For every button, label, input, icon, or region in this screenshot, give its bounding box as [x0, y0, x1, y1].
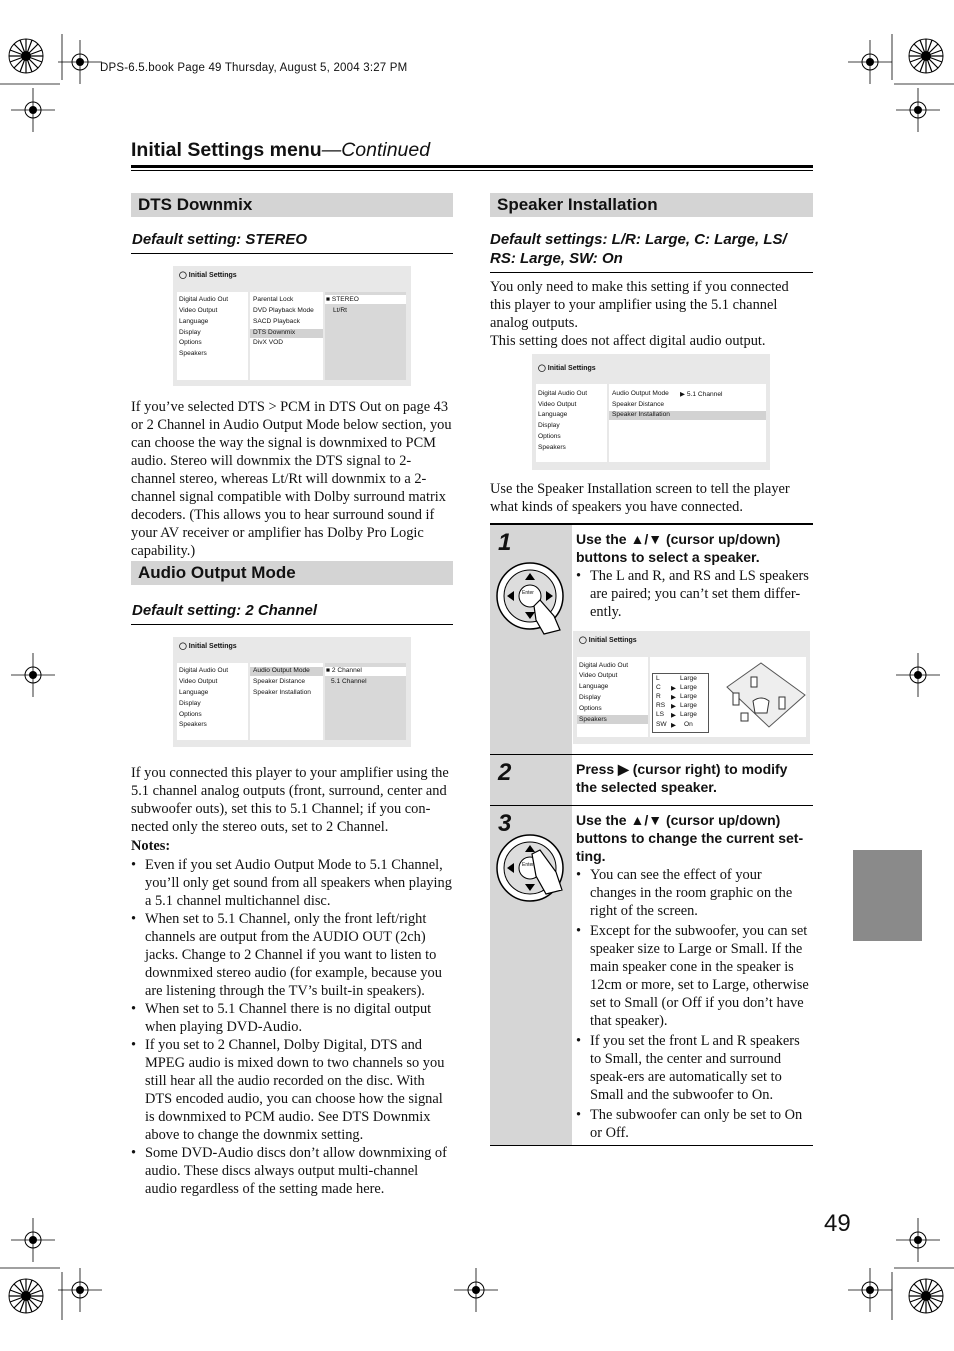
title-rule	[131, 165, 813, 168]
speaker-after-text: Use the Speaker Installation screen to tell the player what kinds of speakers you have connected.	[490, 481, 790, 515]
menu-item: Language	[538, 411, 568, 418]
disc-icon: ◯	[579, 637, 587, 644]
speaker-size: On	[684, 721, 693, 728]
page-number: 49	[824, 1210, 851, 1237]
speaker-size: Large	[680, 693, 697, 700]
step-bullet: • The L and R, and RS and LS speakers are paired; you can’t set them differ-ently.	[576, 567, 810, 621]
screen-title: ◯ Initial Settings	[538, 365, 596, 372]
note-item: • Some DVD-Audio discs don’t allow downmixing of audio. These discs always output multi-channel audio regardless of the setting made here.	[131, 1144, 453, 1198]
menu-item: Language	[579, 683, 609, 690]
room-graphic-icon	[723, 657, 807, 737]
speaker-intro: You only need to make this setting if you connected this player to your amplifier using the 5.1 channel analog outputs.	[490, 279, 789, 331]
screen-title: ◯ Initial Settings	[179, 272, 237, 279]
menu-item: Digital Audio Out	[179, 296, 229, 303]
menu-item: Digital Audio Out	[538, 390, 588, 397]
notes-label: Notes:	[131, 838, 171, 854]
arrow-right-icon: ▶	[671, 703, 677, 710]
menu-item: Speaker Distance	[253, 678, 306, 685]
remote-enter-label: Enter	[522, 590, 534, 596]
remote-enter-label: Enter	[522, 862, 534, 868]
speaker-size: Large	[680, 711, 697, 718]
menu-item: Audio Output Mode	[612, 390, 669, 397]
step-number: 2	[498, 759, 512, 786]
section-heading-dts-downmix: DTS Downmix	[131, 193, 453, 217]
menu-item: Language	[179, 318, 209, 325]
menu-item: Options	[538, 433, 561, 440]
menu-item: Speakers	[538, 444, 566, 451]
step-number: 3	[498, 810, 512, 837]
speaker-size: Large	[680, 675, 697, 682]
dts-downmix-body: If you’ve selected DTS > PCM in DTS Out on page 43 or 2 Channel in Audio Output Mode below section, you can choose the way the signal is downmixed to PCM audio. Stereo will downmix the DTS signal to 2-channel stereo, whereas Lt/Rt will downmix to a 2-channel signal compatible with Dolby surround matrix decoders. (This allows you to hear surround sound if your AV receiver or amplifier has Dolby Pro Logic capability.)	[131, 399, 452, 559]
remote-cursor-pad-icon	[494, 832, 570, 908]
book-header: DPS-6.5.book Page 49 Thursday, August 5, 2004 3:27 PM	[100, 62, 408, 74]
menu-item: Video Output	[179, 678, 218, 685]
menu-item: Display	[579, 694, 601, 701]
divider	[131, 624, 453, 625]
step-bullet: • The subwoofer can only be set to On or Off.	[576, 1106, 810, 1142]
speaker-channel: L	[656, 675, 660, 682]
step-3-bullets	[576, 866, 810, 1142]
menu-item: SACD Playback	[253, 318, 300, 325]
menu-item: DivX VOD	[253, 339, 284, 346]
note-item: • If you set to 2 Channel, Dolby Digital, DTS and MPEG audio is mixed down to two channels so you still hear all the audio recorded on the disc. With DTS encoded audio, you can choose how the signal is downmixed to PCM audio. See DTS Downmix above to change the downmix setting.	[131, 1036, 453, 1144]
step-1-bullets	[576, 567, 810, 621]
speaker-installation-screen	[532, 354, 770, 470]
default-setting-dts: Default setting: STEREO	[132, 231, 308, 248]
menu-option: ■ STEREO	[326, 296, 359, 303]
speaker-size: Large	[680, 684, 697, 691]
speaker-size: Large	[680, 702, 697, 709]
menu-item: Speaker Installation	[253, 689, 311, 696]
menu-item: Display	[179, 700, 201, 707]
audio-output-mode-body: If you connected this player to your amplifier using the 5.1 channel analog outputs (front, surround, center and subwoofer outs), set this to 5.1 Channel; if you con-nected only the stereo outs, set to 2 Channel.	[131, 765, 449, 835]
menu-item: Video Output	[179, 307, 218, 314]
screen-title: ◯ Initial Settings	[179, 643, 237, 650]
menu-item: Display	[538, 422, 560, 429]
menu-item: Video Output	[538, 401, 577, 408]
speaker-channel: RS	[656, 702, 666, 709]
page-title: Initial Settings menu—Continued	[131, 139, 431, 161]
step-number: 1	[498, 529, 512, 556]
arrow-right-icon: ▶	[671, 685, 677, 692]
speaker-intro-note: This setting does not affect digital audio output.	[490, 333, 766, 349]
menu-option: ▶ 5.1 Channel	[680, 391, 723, 398]
speaker-channel: SW	[656, 721, 667, 728]
disc-icon: ◯	[179, 643, 187, 650]
menu-item: Speakers	[579, 716, 607, 723]
menu-item: Options	[179, 711, 202, 718]
menu-item: Parental Lock	[253, 296, 294, 303]
arrow-right-icon: ▶	[671, 694, 677, 701]
menu-item: Options	[579, 705, 602, 712]
step-2-title: Press ▶ (cursor right) to modify the selected speaker.	[576, 761, 788, 795]
menu-item: DTS Downmix	[253, 329, 296, 336]
speaker-list	[652, 673, 709, 733]
notes-list	[131, 856, 453, 1198]
speaker-channel: LS	[656, 711, 665, 718]
speaker-channel: C	[656, 684, 661, 691]
menu-item: Video Output	[579, 672, 618, 679]
remote-cursor-pad-icon	[494, 560, 570, 636]
arrow-right-icon: ▶	[671, 712, 677, 719]
menu-item: DVD Playback Mode	[253, 307, 314, 314]
menu-item: Speaker Installation	[612, 411, 670, 418]
divider	[131, 253, 453, 254]
menu-option: 5.1 Channel	[331, 678, 367, 685]
step-bullet: • If you set the front L and R speakers to Small, the center and surround speak-ers are automatically set to Small and the subwoofer to On.	[576, 1032, 810, 1104]
speakers-screen	[573, 631, 810, 744]
menu-item: Digital Audio Out	[579, 662, 629, 669]
note-item: • When set to 5.1 Channel, only the front left/right channels are output from the AUDIO OUT (2ch) jacks. Change to 2 Channel if you want to listen to downmixed stereo audio (for example, because you are listening through the TV’s built-in speakers).	[131, 910, 453, 1000]
screen-right-panel	[325, 292, 406, 380]
menu-item: Display	[179, 329, 201, 336]
step-bullet: • You can see the effect of your changes in the room graphic on the right of the screen.	[576, 866, 810, 920]
section-heading-speaker-installation: Speaker Installation	[490, 193, 813, 217]
default-setting-audio-output: Default setting: 2 Channel	[132, 602, 318, 619]
step-2-number-cell	[490, 755, 572, 805]
step-bullet: • Except for the subwoofer, you can set speaker size to Large or Small. If the main speaker cone in the speaker is 12cm or more, set to Large, otherwise set to Small (or Off if you don’t have that speaker).	[576, 922, 810, 1030]
divider	[490, 272, 813, 273]
menu-item: Audio Output Mode	[253, 667, 310, 674]
step-1-title: Use the ▲/▼ (cursor up/down) buttons to select a speaker.	[576, 531, 781, 565]
step-3-title: Use the ▲/▼ (cursor up/down) buttons to change the current set-ting.	[576, 812, 804, 864]
menu-item: Options	[179, 339, 202, 346]
menu-item: Speakers	[179, 721, 207, 728]
menu-option: Lt/Rt	[333, 307, 347, 314]
speaker-channel: R	[656, 693, 661, 700]
menu-option: ■ 2 Channel	[326, 667, 362, 674]
note-item: • Even if you set Audio Output Mode to 5.1 Channel, you’ll only get sound from all speakers when playing a 5.1 channel multichannel disc.	[131, 856, 453, 910]
disc-icon: ◯	[538, 365, 546, 372]
menu-item: Speaker Distance	[612, 401, 665, 408]
step-rule	[490, 1145, 813, 1146]
screen-left-panel	[177, 292, 248, 380]
dts-downmix-screen	[173, 266, 411, 386]
section-heading-audio-output-mode: Audio Output Mode	[131, 561, 453, 585]
menu-item: Digital Audio Out	[179, 667, 229, 674]
disc-icon: ◯	[179, 272, 187, 279]
arrow-right-icon: ▶	[671, 722, 677, 729]
note-item: • When set to 5.1 Channel there is no digital output when playing DVD-Audio.	[131, 1000, 453, 1036]
title-rule-thin	[131, 170, 813, 171]
chapter-tab	[853, 850, 922, 941]
default-setting-speakers: Default settings: L/R: Large, C: Large, LS/ RS: Large, SW: On	[490, 231, 787, 267]
audio-output-mode-screen	[173, 637, 411, 747]
menu-item: Language	[179, 689, 209, 696]
screen-title: ◯ Initial Settings	[579, 637, 637, 644]
menu-item: Speakers	[179, 350, 207, 357]
